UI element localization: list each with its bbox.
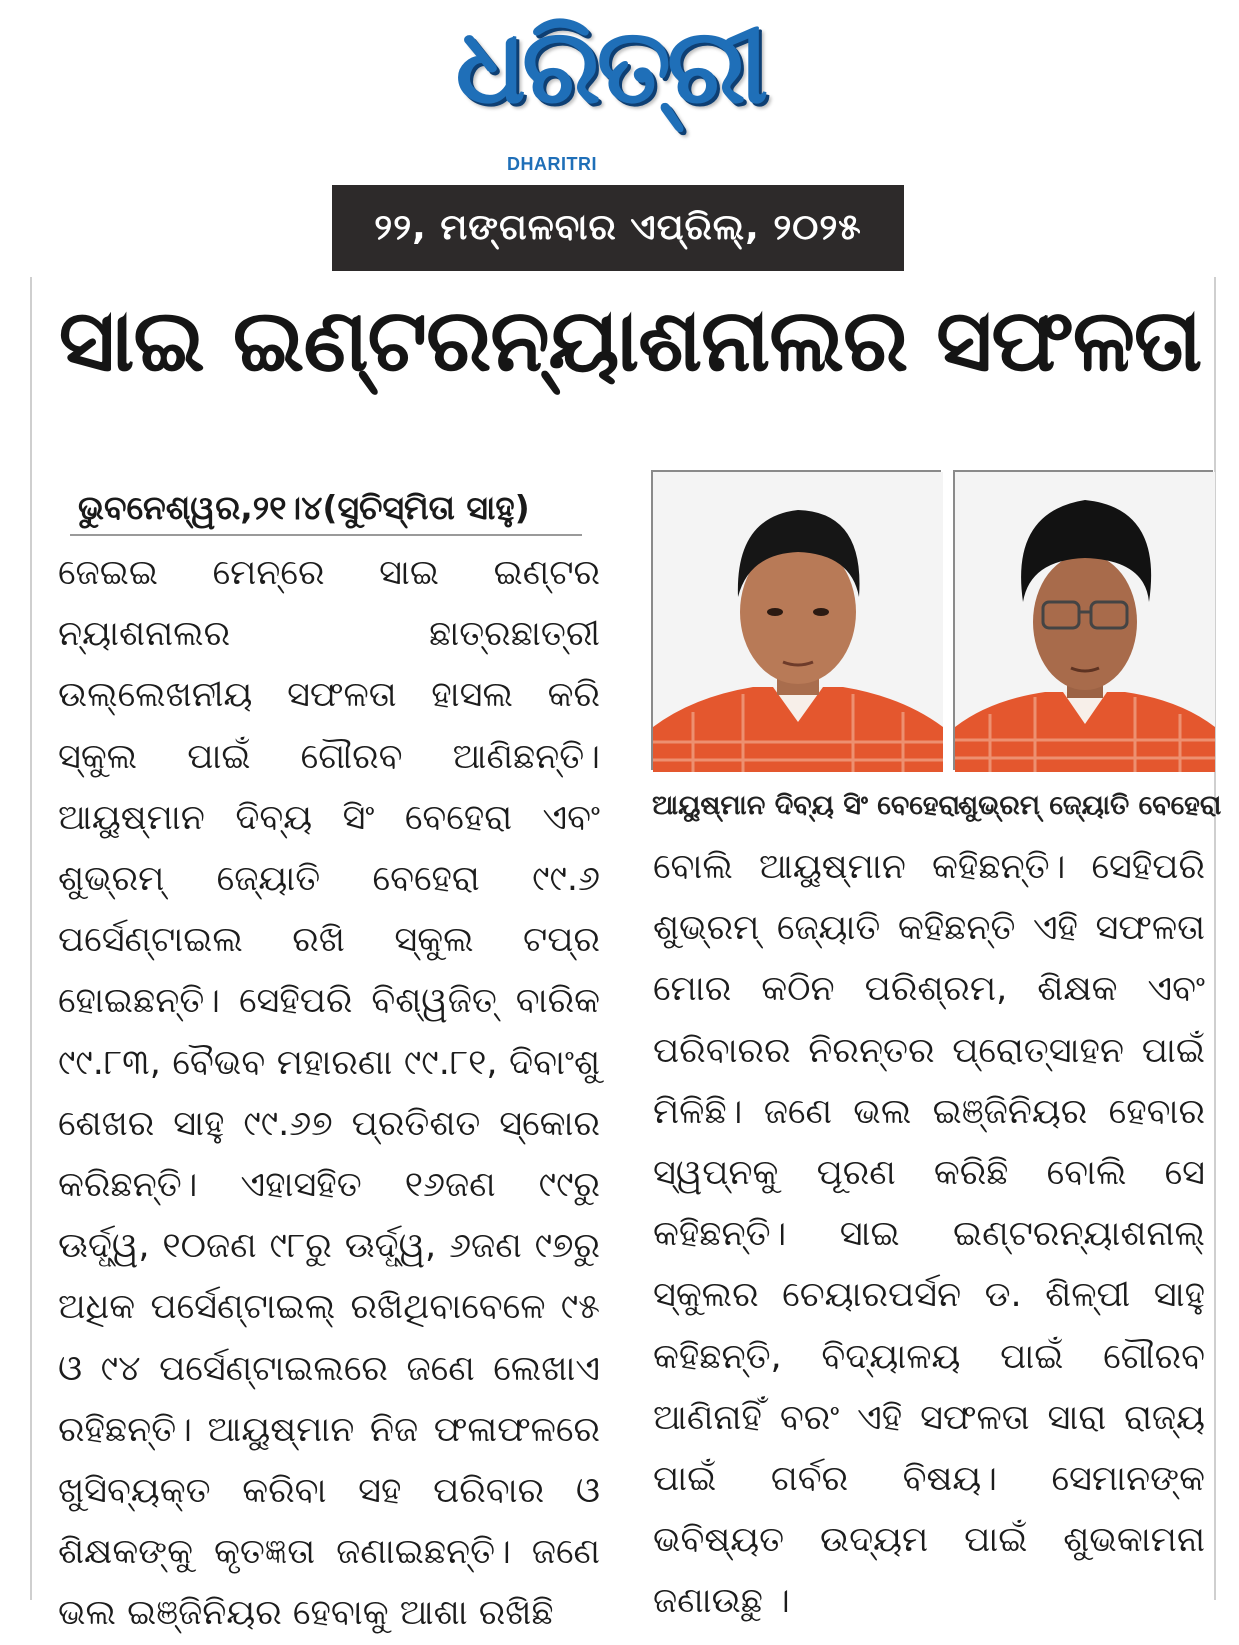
issue-date: ୨୨, ମଙ୍ଗଳବାର ଏପ୍ରିଲ୍‌, ୨୦୨୫ xyxy=(374,207,862,248)
portrait-image xyxy=(955,472,1215,772)
article-dateline: ଭୁବନେଶ୍ୱର,୨୧।୪(ସୁଚିସ୍ମିତା ସାହୁ) xyxy=(78,488,530,527)
newspaper-logo: ଧରିତ୍ରୀ xyxy=(455,5,765,127)
student-photo-ayushman xyxy=(651,470,941,770)
photo-caption-ayushman: ଆୟୁଷ୍ମାନ ଦିବ୍ୟ ସିଂ ବେହେରା xyxy=(652,790,960,821)
article-headline: ସାଇ ଇଣ୍ଟରନ୍ୟାଶନାଲର ସଫଳତା xyxy=(58,291,1202,391)
portrait-image xyxy=(653,472,943,772)
article-column-left: ଜେଇଇ ମେନ୍‌ରେ ସାଇ ଇଣ୍ଟର ନ୍ୟାଶନାଲର ଛାତ୍ରଛାତ୍ରୀ ଉଲ୍ଲେଖନୀୟ ସଫଳତା ହାସଲ କରି ସ୍କୁଲ ପାଇଁ ଗୌରବ ଆଣିଛନ୍ତି। ଆୟୁଷ୍ମାନ ଦିବ୍ୟ ସିଂ ବେହେରା ଏବଂ ଶୁଭ୍ରମ୍ ଜ୍ୟୋତି ବେହେରା ୯୯.୬ ପର୍ସେଣ୍ଟାଇଲ ରଖି ସ୍କୁଲ ଟପ୍‌ର ହୋଇଛନ୍ତି। ସେହିପରି ବିଶ୍ୱଜିତ୍ ବାରିକ ୯୯.୮୩, ବୈଭବ ମହାରଣା ୯୯.୮୧, ଦିବାଂଶୁ ଶେଖର ସାହୁ ୯୯.୬୭ ପ୍ରତିଶତ ସ୍କୋର କରିଛନ୍ତି। ଏହାସହିତ ୧୬ଜଣ ୯୯ରୁ ଊର୍ଦ୍ଧ୍ୱ, ୧୦ଜଣ ୯୮ରୁ ଊର୍ଦ୍ଧ୍ୱ, ୬ଜଣ ୯୭ରୁ ଅଧିକ ପର୍ସେଣ୍ଟାଇଲ୍ ରଖିଥିବାବେଳେ ୯୫ ଓ ୯୪ ପର୍ସେଣ୍ଟାଇଲରେ ଜଣେ ଲେଖାଏ ରହିଛନ୍ତି। ଆୟୁଷ୍ମାନ ନିଜ ଫଳାଫଳରେ ଖୁସିବ୍ୟକ୍ତ କରିବା ସହ ପରିବାର ଓ ଶିକ୍ଷକଙ୍କୁ କୃତଜ୍ଞତା ଜଣାଇଛନ୍ତି। ଜଣେ ଭଲ ଇଞ୍ଜିନିୟର ହେବାକୁ ଆଶା ରଖିଛି xyxy=(58,553,600,1634)
student-photo-shubhram xyxy=(953,470,1213,770)
newspaper-logo-latin: DHARITRI xyxy=(507,154,597,174)
masthead xyxy=(430,6,790,176)
article-column-right: ବୋଲି ଆୟୁଷ୍ମାନ କହିଛନ୍ତି। ସେହିପରି ଶୁଭ୍ରମ୍ ଜ୍ୟୋତି କହିଛନ୍ତି ଏହି ସଫଳତା ମୋର କଠିନ ପରିଶ୍ରମ, ଶିକ୍ଷକ ଏବଂ ପରିବାରର ନିରନ୍ତର ପ୍ରୋତ୍ସାହନ ପାଇଁ ମିଳିଛି। ଜଣେ ଭଲ ଇଞ୍ଜିନିୟର ହେବାର ସ୍ୱପ୍ନକୁ ପୂରଣ କରିଛି ବୋଲି ସେ କହିଛନ୍ତି। ସାଇ ଇଣ୍ଟରନ୍ୟାଶନାଲ୍ ସ୍କୁଲର ଚେୟାରପର୍ସନ ଡ. ଶିଳ୍ପୀ ସାହୁ କହିଛନ୍ତି, ବିଦ୍ୟାଳୟ ପାଇଁ ଗୌରବ ଆଣିନାହିଁ ବରଂ ଏହି ସଫଳତା ସାରା ରାଜ୍ୟ ପାଇଁ ଗର୍ବର ବିଷୟ। ସେମାନଙ୍କ ଭବିଷ୍ୟତ ଉଦ୍ୟମ ପାଇଁ ଶୁଭକାମନା ଜଣାଉଛୁ । xyxy=(653,847,1205,1622)
dateline-divider xyxy=(70,534,582,536)
issue-date-bar xyxy=(332,185,904,271)
photo-caption-shubhram: ଶୁଭ୍ରମ୍ ଜ୍ୟୋତି ବେହେରା xyxy=(958,790,1222,821)
